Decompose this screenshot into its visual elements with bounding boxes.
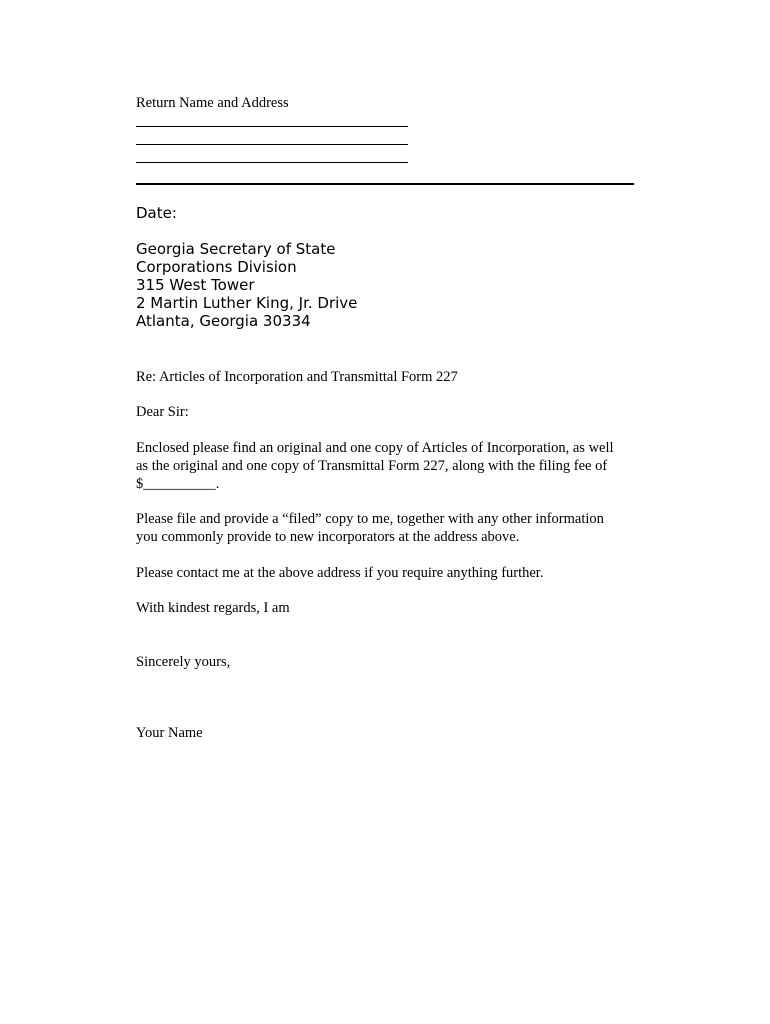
recipient-line-3: 315 West Tower — [136, 276, 255, 294]
paragraph-1-line-1: Enclosed please find an original and one copy of Articles of Incorporation, as well — [136, 440, 614, 456]
filing-request-paragraph — [136, 510, 636, 546]
salutation: Dear Sir: — [136, 404, 189, 420]
signature-name: Your Name — [136, 725, 203, 741]
recipient-address-block — [136, 240, 357, 330]
return-name-address-label: Return Name and Address — [136, 95, 289, 111]
paragraph-1-line-3: $__________. — [136, 476, 220, 492]
recipient-line-1: Georgia Secretary of State — [136, 240, 336, 258]
recipient-line-4: 2 Martin Luther King, Jr. Drive — [136, 294, 358, 312]
recipient-line-2: Corporations Division — [136, 258, 297, 276]
return-address-blank-line-2 — [136, 144, 408, 145]
return-address-blank-line-3 — [136, 162, 408, 163]
date-label: Date: — [136, 204, 177, 222]
closing-regards: With kindest regards, I am — [136, 600, 290, 616]
paragraph-2-line-1: Please file and provide a “filed” copy to me, together with any other information — [136, 511, 604, 527]
return-address-blank-line-1 — [136, 126, 408, 127]
header-divider — [136, 183, 634, 185]
closing-sincerely: Sincerely yours, — [136, 654, 231, 670]
recipient-line-5: Atlanta, Georgia 30334 — [136, 312, 311, 330]
paragraph-1-line-2: as the original and one copy of Transmittal Form 227, along with the filing fee of — [136, 458, 608, 474]
subject-line: Re: Articles of Incorporation and Transmittal Form 227 — [136, 369, 458, 385]
paragraph-2-line-2: you commonly provide to new incorporators at the address above. — [136, 529, 520, 545]
enclosure-paragraph — [136, 439, 636, 493]
contact-paragraph: Please contact me at the above address if you require anything further. — [136, 565, 544, 581]
